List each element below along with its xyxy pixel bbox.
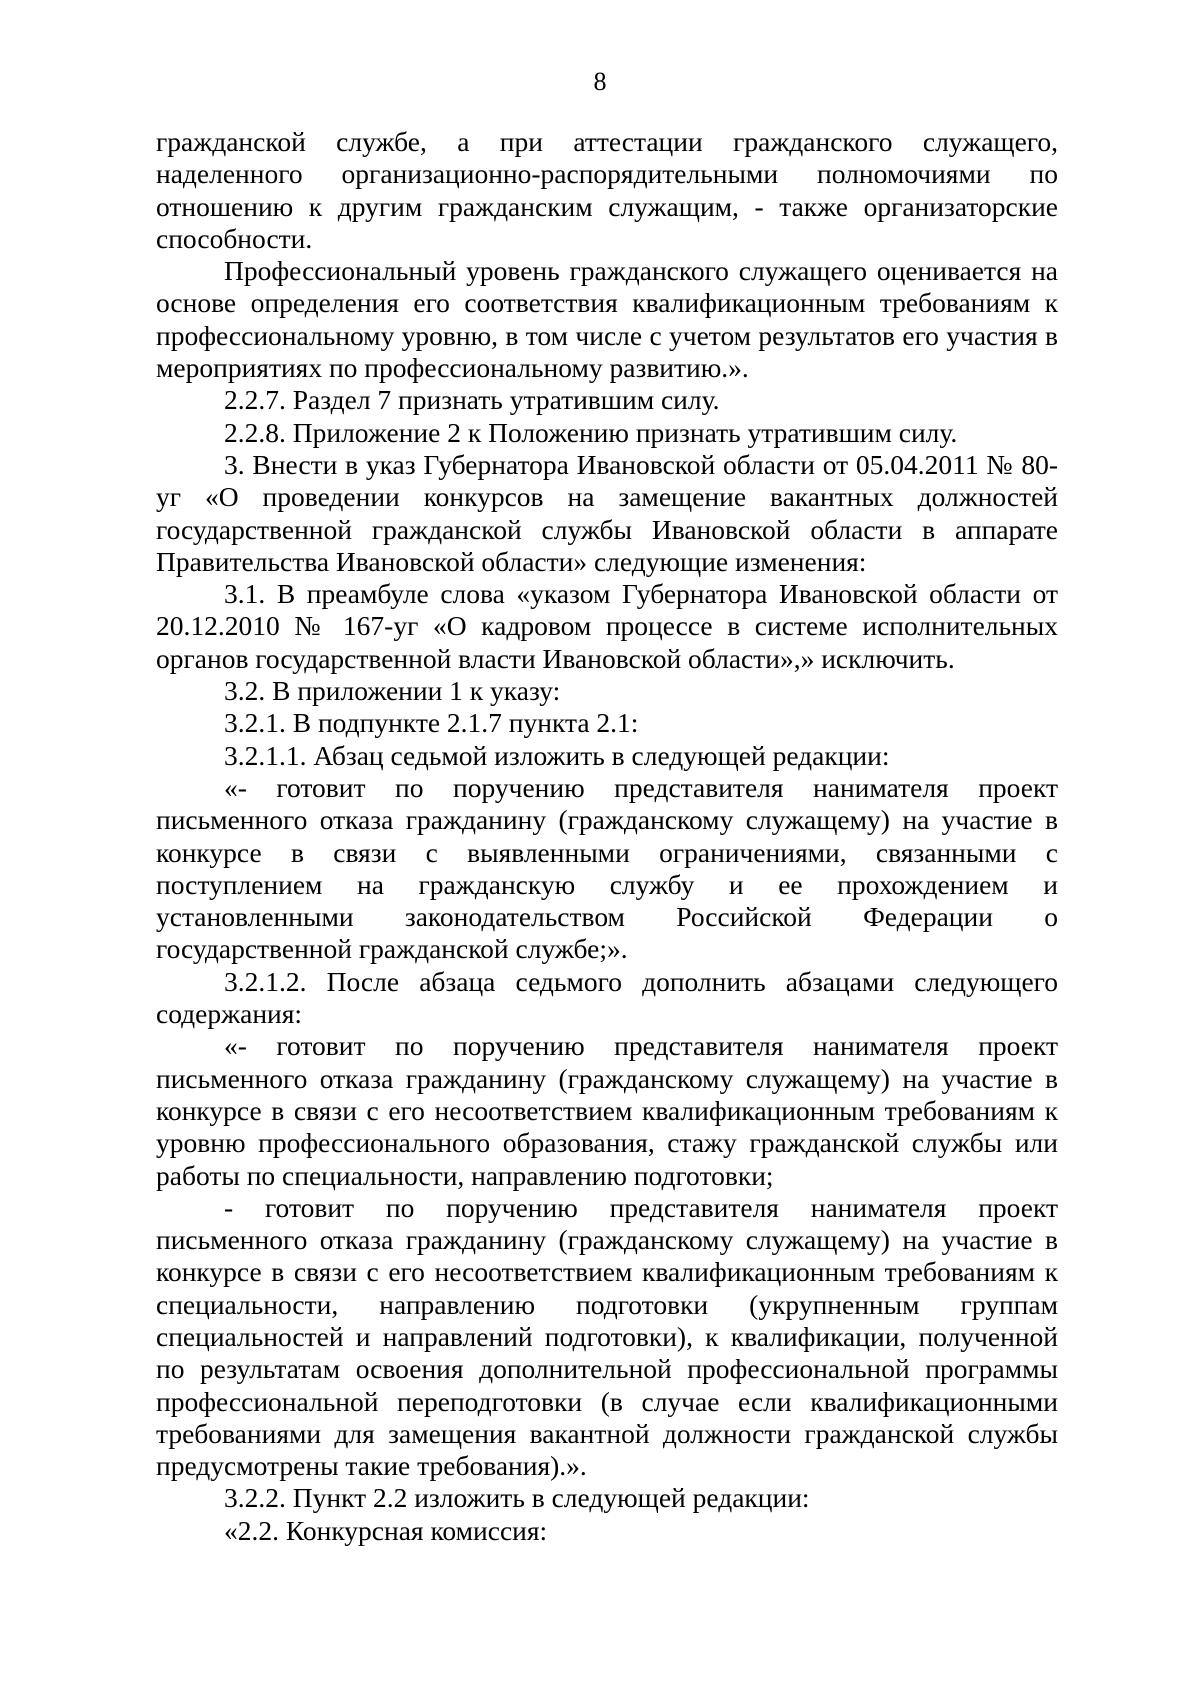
paragraph-3-2-2: 3.2.2. Пункт 2.2 изложить в следующей редакции: <box>224 1482 810 1514</box>
paragraph-quote-1: «- готовит по поручению представителя нанимателя проект письменного отказа гражданину (гражданскому служащему) на участие в конкурсе в связи с выявленными ограничениями, связанными с поступлением на гражданскую службу и ее прохождением и установленными законодательством Российской Федерации о государственной гражданской службе;». <box>156 771 1058 965</box>
paragraph-continuation: гражданской службе, а при аттестации гражданского служащего, наделенного организационно-распорядительными полномочиями по отношению к другим гражданским служащим, - также организаторские способности. <box>156 126 1058 254</box>
paragraph-2-2-commission: «2.2. Конкурсная комиссия: <box>224 1514 548 1546</box>
paragraph-3: 3. Внести в указ Губернатора Ивановской области от 05.04.2011 № 80-уг «О проведении конкурсов на замещение вакантных должностей государственной гражданской службы Ивановской области в аппарате Правительства Ивановской области» следующие изменения: <box>156 448 1058 577</box>
paragraph-3-2-1-1: 3.2.1.1. Абзац седьмой изложить в следующей редакции: <box>224 739 890 771</box>
paragraph-quote-3: - готовит по поручению представителя нанимателя проект письменного отказа гражданину (гражданскому служащему) на участие в конкурсе в связи с его несоответствием квалификационным требованиям к специальности, направлению подготовки (укрупненным группам специальностей и направлений подготовки), к квалификации, полученной по результатам освоения дополнительной профессиональной программы профессиональной переподготовки (в случае если квалификационными требованиями для замещения вакантной должности гражданской службы предусмотрены такие требования).». <box>156 1191 1058 1482</box>
paragraph-3-2-1: 3.2.1. В подпункте 2.1.7 пункта 2.1: <box>224 707 639 739</box>
paragraph-3-2-1-2: 3.2.1.2. После абзаца седьмого дополнить абзацами следующего содержания: <box>156 965 1058 1030</box>
paragraph-2-2-8: 2.2.8. Приложение 2 к Положению признать утратившим силу. <box>224 416 958 448</box>
paragraph-professional-level: Профессиональный уровень гражданского служащего оценивается на основе определения его соответствия квалификационным требованиям к профессиональному уровню, в том числе с учетом результатов его участия в мероприятиях по профессиональному развитию.». <box>156 255 1058 384</box>
document-body <box>156 126 1058 1547</box>
paragraph-3-1: 3.1. В преамбуле слова «указом Губернатора Ивановской области от 20.12.2010 № 167-уг «О кадровом процессе в системе исполнительных органов государственной власти Ивановской области»,» исключить. <box>156 578 1058 674</box>
paragraph-3-2: 3.2. В приложении 1 к указу: <box>224 675 561 707</box>
page-number: 8 <box>593 67 607 96</box>
paragraph-2-2-7: 2.2.7. Раздел 7 признать утратившим силу. <box>224 384 720 416</box>
paragraph-quote-2: «- готовит по поручению представителя нанимателя проект письменного отказа гражданину (гражданскому служащему) на участие в конкурсе в связи с его несоответствием квалификационным требованиям к уровню профессионального образования, стажу гражданской службы или работы по специальности, направлению подготовки; <box>156 1030 1058 1191</box>
